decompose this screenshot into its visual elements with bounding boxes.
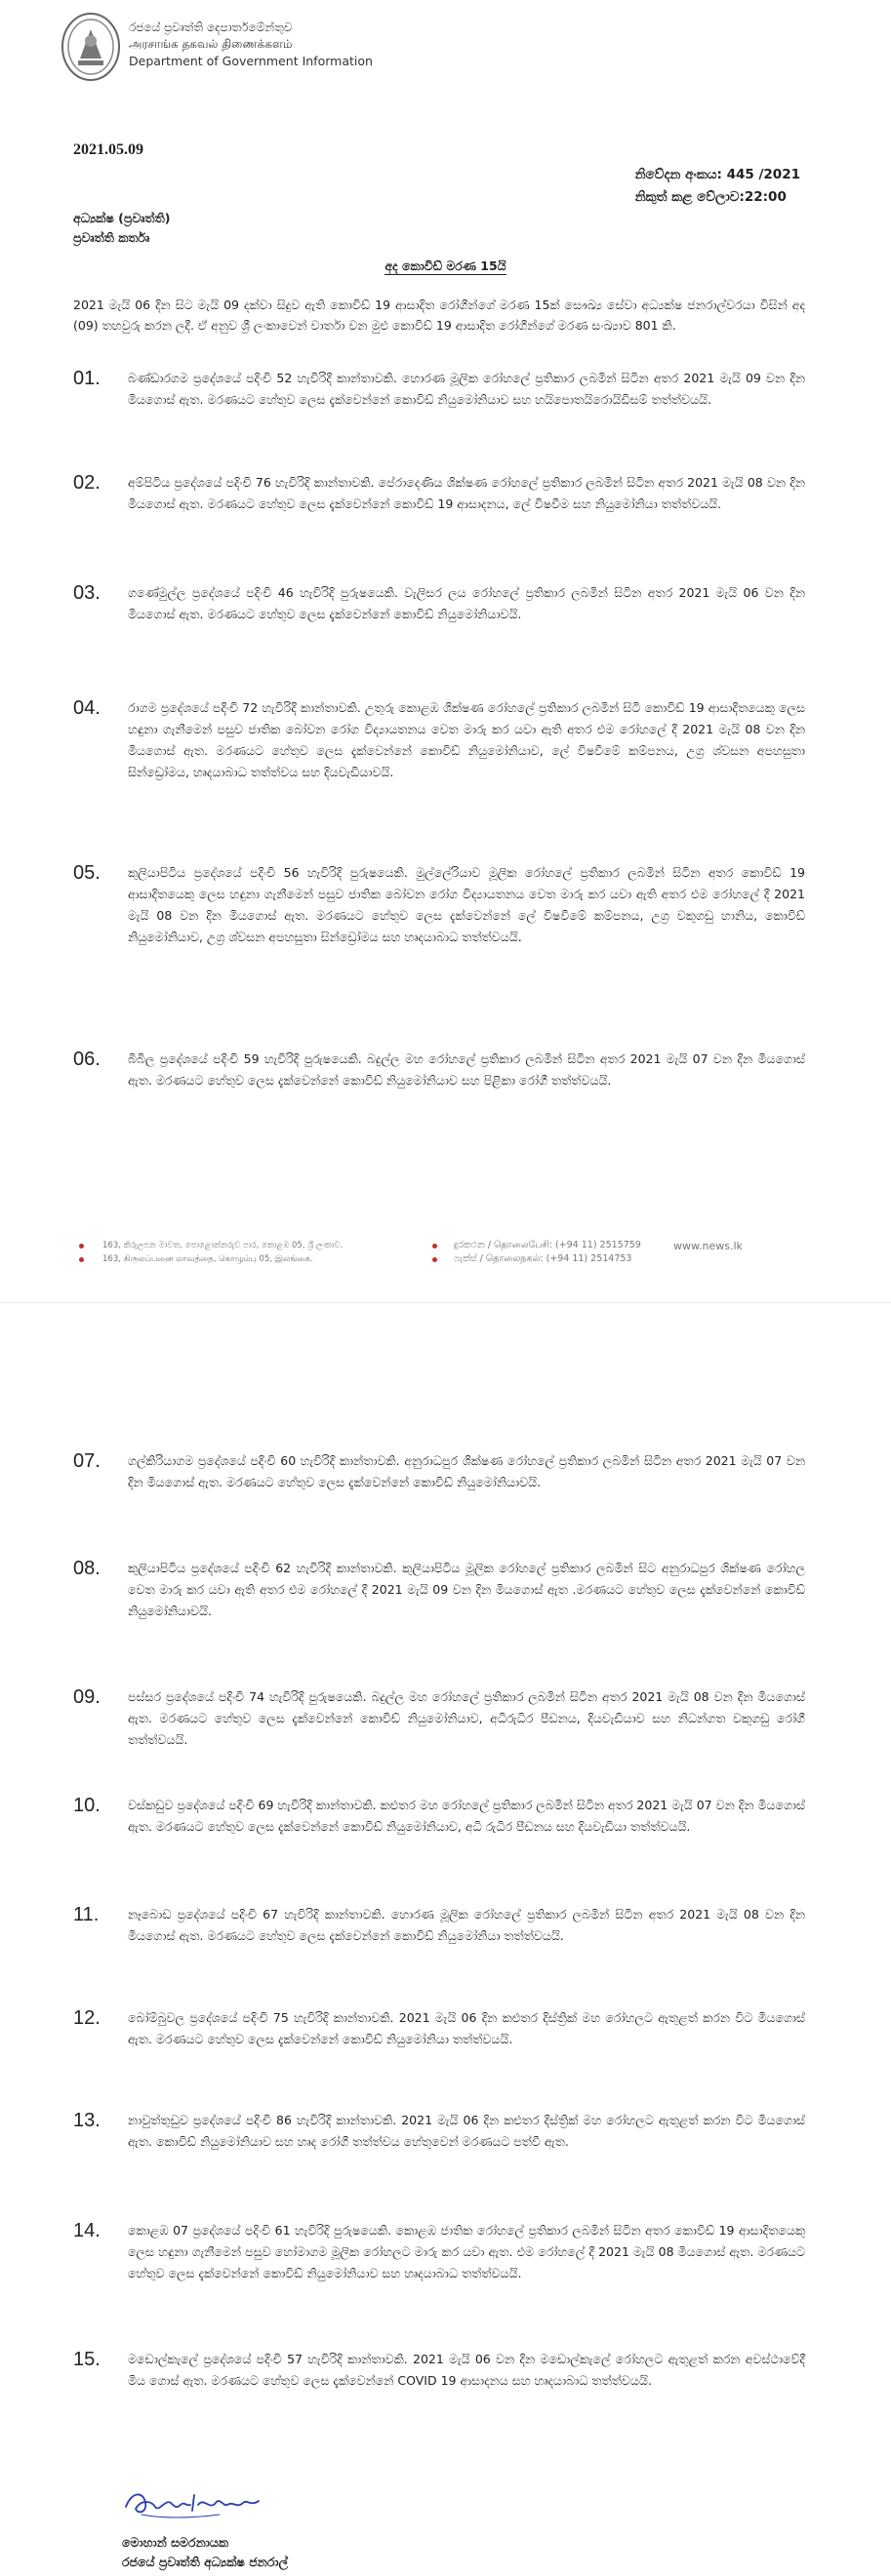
list-item [73,2220,805,2284]
list-item [73,2110,805,2153]
item-number: 03. [73,582,101,604]
list-item [73,472,805,515]
fax-icon [432,1257,437,1262]
dept-name-tamil: அரசாங்க தகவல் திணைக்களம் [129,37,293,51]
release-date: 2021.05.09 [73,141,143,158]
item-number: 07. [73,1450,101,1472]
item-text: බෝම්බුවල ප්‍රදේශයේ පදිංචි 75 හැවිරිදි කාන්තාවකි. 2021 මැයි 06 දින කළුතර දිස්ත්‍රික් මහ රෝහලට ඇතුළත් කරන විට මියගොස් ඇත. මරණයට හේතුව ලෙස දැක්වෙන්නේ කොවිඩ් නියුමෝනියා තත්ත්වයයි. [128,2010,805,2046]
dept-name-sinhala: රජයේ ප්‍රවෘත්ති දෙපාර්තමේන්තුව [129,20,293,34]
item-text: කුලියාපිටිය ප්‍රදේශයේ පදිංචි 62 හැවිරිදි කාන්තාවකි. කුලියාපිටිය මූලික රෝහලේ ප්‍රතිකාර ලබමින් සිට අනුරාධපුර ශික්ෂණ රෝහල වෙත මාරු කර යවා ඇති අතර එම රෝහලේ දී 2021 මැයි 09 වන දින මියගොස් ඇත .මරණයට හේතුව ලෙස දැක්වෙන්නේ කොවිඩ් නියුමෝනියාවයි. [128,1561,805,1618]
handwritten-signature [122,2485,268,2524]
list-item [73,1450,805,1493]
item-text: නාවුත්තුඩුව ප්‍රදේශයේ පදිංචි 86 හැවිරිදි කාන්තාවකි. 2021 මැයි 06 දින කළුතර දිස්ත්‍රික් මහ රෝහලට ඇතුළත් කරන විට මියගොස් ඇත. කොවිඩ් නියුමෝනියාව සහ හෘද රෝගී තත්ත්වය හේතුවෙන් මරණයට පත්වී ඇත. [128,2113,805,2149]
item-number: 10. [73,1795,101,1816]
item-text: බිබිල ප්‍රදේශයේ පදිංචි 59 හැවිරිදි පුරුෂයෙකි. බදුල්ල මහ රෝහලේ ප්‍රතිකාර ලබමින් සිටින අතර 2021 මැයි 07 වන දින මියගොස් ඇත. මරණයට හේතුව ලෙස දැක්වෙන්නේ කොවිඩ් නියුමෝනියාව සහ පිළිකා රෝගී තත්ත්වයයි. [128,1051,805,1088]
bullet-icon [79,1244,84,1248]
list-item [73,582,805,625]
bullet-icon [79,1257,84,1262]
list-item [73,1686,805,1751]
signer-name: මොහාන් සමරනායක [122,2535,228,2550]
item-number: 14. [73,2220,101,2241]
list-item [73,862,805,948]
footer-website[interactable]: www.news.lk [673,1240,743,1252]
government-emblem-logo [61,12,121,82]
item-number: 09. [73,1686,101,1708]
item-number: 01. [73,368,101,389]
item-number: 08. [73,1558,101,1579]
list-item [73,2349,805,2392]
recipient-line-1: අධ්‍යක්ෂ (ප්‍රවෘත්ති) [73,211,171,225]
signer-title: රජයේ ප්‍රවෘත්ති අධ්‍යක්ෂ ජනරාල් [122,2555,289,2569]
item-text: බණ්ඩාරගම ප්‍රදේශයේ පදිංචි 52 හැවිරිදි කාන්තාවකි. හොරණ මූලික රෝහලේ ප්‍රතිකාර ලබමින් සිටින අතර 2021 මැයි 09 වන දින මියගොස් ඇත. මරණයට හේතුව ලෙස දැක්වෙන්නේ කොවිඩ් නියුමෝනියාව සහ හයිපොතයිරොයිඩිසම් තත්ත්වයයි. [128,371,805,407]
item-text: කොළඹ 07 ප්‍රදේශයේ පදිංචි 61 හැවිරිදි පුරුෂයෙකි. කොළඹ ජාතික රෝහලේ ප්‍රතිකාර ලබමින් සිටින අතර කොවිඩ් 19 ආසාදිතයෙකු ලෙස හඳුනා ගැනීමෙන් පසුව හෝමාගම මූලික රෝහලට මාරු කර යවා ඇත. එම රෝහලේ දී 2021 මැයි 08 මියගොස් ඇත. මරණයට හේතුව ලෙස දැක්වෙන්නේ කොවිඩ් නියුමෝනියාව සහ හෘදයාබාධ තත්ත්වයයි. [128,2223,805,2280]
item-text: රාගම ප්‍රදේශයේ පදිංචි 72 හැවිරිදි කාන්තාවකි. උතුරු කොළඹ ශික්ෂණ රෝහලේ ප්‍රතිකාර ලබමින් සිටි කොවිඩ් 19 ආසාදිතයෙකු ලෙස හඳුනා ගැනීමෙන් පසුව ජාතික බෝවන රෝග විද්‍යායතනය වෙත මාරු කර යවා ඇති අතර එම රෝහලේ දී 2021 මැයි 08 වන දින මියගොස් ඇත. මරණයට හේතුව ලෙස දැක්වෙන්නේ කොවිඩ් නියුමෝනියාව, ලේ විෂවීමේ කම්පනය, උග්‍ර ශ්වසන අපහසුතා සින්ඩ්‍රෝමය, හෘදයාබාධ තත්ත්වය සහ දියවැඩියාවයි. [128,700,805,779]
address-sinhala: 163, කිරුලපන මාවත, පොළොන්නරුව පාර, කොළඹ 05, ශ්‍රී ලංකාව. [102,1241,344,1250]
item-number: 06. [73,1049,101,1070]
item-text: කුලියාපිටිය ප්‍රදේශයේ පදිංචි 56 හැවිරිදි පුරුෂයෙකි. මුල්ලේරියාව මූලික රෝහලේ ප්‍රතිකාර ලබමින් සිටින අතර කොවිඩ් 19 ආසාදිතයෙකු ලෙස හඳුනා ගැනීමෙන් පසුව ජාතික බෝවන රෝග විද්‍යායතනය වෙත මාරු කර යවා ඇති අතර එම රෝහලේ දී 2021 මැයි 08 වන දින මියගොස් ඇත. මරණයට හේතුව ලෙස දැක්වෙන්නේ ලේ විෂවීමේ කම්පනය, උග්‍ර වකුගඩු හානිය, කොවිඩ් නියුමෝනියාව, උග්‍ර ශ්වසන අපහසුතා සින්ඩ්‍රෝමය සහ හෘදයාබාධ තත්ත්වයයි. [128,865,805,944]
footer-contacts [454,1239,641,1266]
item-number: 12. [73,2007,101,2029]
address-tamil: 163, கிருலப்பனை மாவத்தை, கொழும்பு 05, இலங்கை. [102,1254,313,1264]
item-text: නෑබොඩ ප්‍රදේශයේ පදිංචි 67 හැවිරිදි කාන්තාවකි. හොරණ මූලික රෝහලේ ප්‍රතිකාර ලබමින් සිටින අතර 2021 මැයි 08 වන දින මියගොස් ඇත. මරණයට හේතුව ලෙස දැක්වෙන්නේ කොවිඩ් නියුමෝනියා තත්ත්වයයි. [128,1907,805,1943]
document-heading [0,258,891,274]
heading-text: අද කොවිඩ් මරණ 15යි [385,258,506,273]
list-item [73,1904,805,1947]
item-number: 04. [73,697,101,719]
dept-name-english: Department of Government Information [129,54,373,68]
item-number: 05. [73,862,101,884]
recipient-block [73,209,170,248]
department-letterhead [129,20,373,69]
list-item [73,697,805,783]
item-number: 13. [73,2110,101,2131]
intro-paragraph: 2021 මැයි 06 දින සිට මැයි 09 දක්වා සිදුව ඇති කොවිඩ් 19 ආසාදිත රෝගීන්ගේ මරණ 15ක් සෞඛ්‍ය සේවා අධ්‍යක්ෂ ජනරාල්වරයා විසින් අද (09) තහවුරු කරන ලදී. ඒ අනුව ශ්‍රී ලංකාවෙන් වාර්තා වන මුළු කොවිඩ් 19 ආසාදිත රෝගීන්ගේ මරණ සංඛ්‍යාව 801 කි. [73,297,805,333]
item-text: මඩොල්කැලේ ප්‍රදේශයේ පදිංචි 57 හැවිරිදි කාන්තාවකි. 2021 මැයි 06 වන දින මඩොල්කැලේ රෝහලට ඇතුළත් කරන අවස්ථාවේදී මිය ගොස් ඇත. මරණයට හේතුව ලෙස දැක්වෙන්නේ COVID 19 ආසාදනය සහ හෘදයාබාධ තත්ත්වයයි. [128,2352,805,2388]
release-reference [635,164,800,209]
item-number: 02. [73,472,101,494]
item-number: 11. [73,1904,100,1925]
item-text: පස්සර ප්‍රදේශයේ පදිංචි 74 හැවිරිදි පුරුෂයෙකි. බදුල්ල මහ රෝහලේ ප්‍රතිකාර ලබමින් සිටින අතර 2021 මැයි 08 වන දින මියගොස් ඇත. මරණයට හේතුව ලෙස දැක්වෙන්නේ කොවිඩ් නියුමෝනියාව, අධිරුධිර පීඩනය, දියවැඩියාව සහ නිධන්ගත වකුගඩු රෝගී තත්ත්වයයි. [128,1689,805,1747]
list-item [73,2007,805,2050]
item-text: ගණේමුල්ල ප්‍රදේශයේ පදිංචි 46 හැවිරිදි පුරුෂයෙකි. වැලිසර ලය රෝහලේ ප්‍රතිකාර ලබමින් සිටින අතර 2021 මැයි 06 වන දින මියගොස් ඇත. මරණයට හේතුව ලෙස දැක්වෙන්නේ කොවිඩ් නියුමෝනියාවයි. [128,585,805,621]
list-item [73,1795,805,1838]
list-item [73,1558,805,1622]
item-text: වස්කඩුව ප්‍රදේශයේ පදිංචි 69 හැවිරිදි කාන්තාවකි. කළුතර මහ රෝහලේ ප්‍රතිකාර ලබමින් සිටින අතර 2021 මැයි 07 වන දින මියගොස් ඇත. මරණයට හේතුව ලෙස දැක්වෙන්නේ කොවිඩ් නියුමෝනියාව, අධි රුධිර පීඩනය සහ දියවැඩියා තත්ත්වයයි. [128,1798,805,1834]
page-break [0,1302,891,1303]
item-number: 15. [73,2349,101,2370]
phone-icon [432,1244,437,1248]
footer-address [102,1239,343,1266]
list-item [73,368,805,411]
list-item [73,1049,805,1091]
release-time: නිකුත් කළ වේලාව:22:00 [634,189,787,205]
footer-phone: දුරකථන / தொலைபேசி: (+94 11) 2515759 [454,1240,641,1250]
recipient-line-2: ප්‍රවෘත්ති කර්තෘ [73,230,150,245]
item-text: ගල්කිරියාගම ප්‍රදේශයේ පදිංචි 60 හැවිරිදි කාන්තාවකි. අනුරාධපුර ශික්ෂණ රෝහලේ ප්‍රතිකාර ලබමින් සිටින අතර 2021 මැයි 07 වන දින මියගොස් ඇත. මරණයට හේතුව ලෙස දැක්වෙන්නේ කොවිඩ් නියුමෝනියාවයි. [128,1453,805,1489]
footer-fax: ෆැක්ස් / தொலைநகல்: (+94 11) 2514753 [454,1253,632,1264]
item-text: අම්පිටිය ප්‍රදේශයේ පදිංචි 76 හැවිරිදි කාන්තාවකි. පේරාදෙණිය ශික්ෂණ රෝහලේ ප්‍රතිකාර ලබමින් සිටින අතර 2021 මැයි 08 වන දින මියගොස් ඇත. මරණයට හේතුව ලෙස දැක්වෙන්නේ කොවිඩ් 19 ආසාදනය, ලේ විෂවීම සහ නියුමෝනියා තත්ත්වයයි. [128,475,805,511]
page-footer [73,1229,815,1280]
release-number: නිවේදන අංකය: 445 /2021 [634,167,800,182]
signer-block [122,2533,288,2572]
